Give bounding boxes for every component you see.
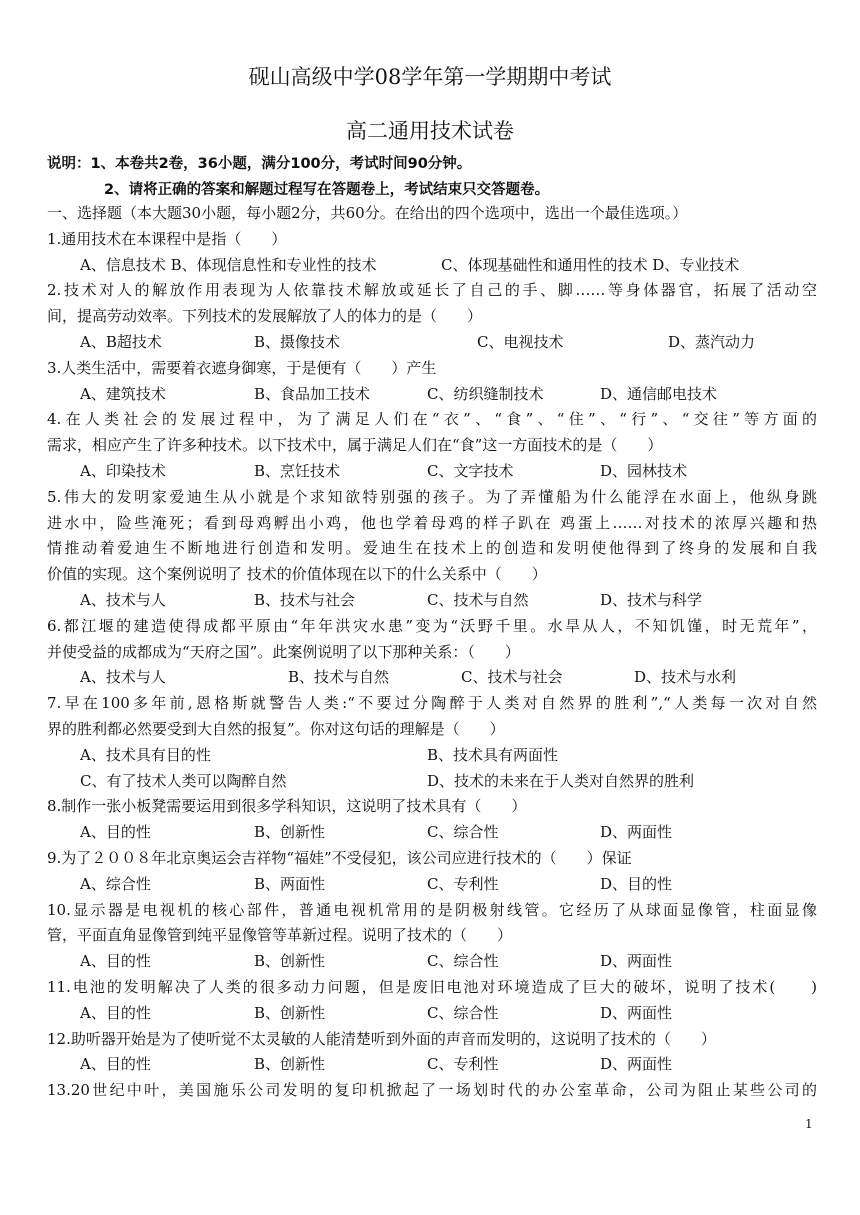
question-stem: 8.制作一张小板凳需要运用到很多学科知识，这说明了技术具有（ ） bbox=[47, 797, 527, 816]
option: A、目的性 bbox=[80, 1003, 151, 1022]
page-title: 砚山高级中学08学年第一学期期中考试 bbox=[248, 65, 612, 89]
option: C、专利性 bbox=[427, 1055, 499, 1074]
option: C、技术与社会 bbox=[461, 668, 563, 687]
question-stem: 管，平面直角显像管到纯平显像管等革新过程。说明了技术的（ ） bbox=[47, 926, 513, 945]
option: B、两面性 bbox=[254, 874, 326, 893]
option-row bbox=[47, 872, 817, 898]
option: C、综合性 bbox=[427, 823, 499, 842]
question-stem: 4.在人类社会的发展过程中，为了满足人们在“衣”、“食”、“住”、“行”、“交往”等方面的 bbox=[47, 410, 817, 429]
question-stem: 11.电池的发明解决了人类的很多动力问题，但是废旧电池对环境造成了巨大的破坏，说明了技术( ) bbox=[47, 977, 817, 996]
option: C、体现基础性和通用性的技术 D、专业技术 bbox=[441, 255, 740, 274]
option-row bbox=[47, 253, 817, 279]
option: C、有了技术人类可以陶醉自然 bbox=[80, 771, 287, 790]
option-row bbox=[47, 588, 817, 614]
option: B、创新性 bbox=[254, 1003, 326, 1022]
option: B、食品加工技术 bbox=[254, 384, 371, 403]
option: C、技术与自然 bbox=[427, 590, 529, 609]
page-number: 1 bbox=[805, 1117, 813, 1131]
instruction-2: 2、请将正确的答案和解题过程写在答题卷上，考试结束只交答题卷。 bbox=[104, 182, 550, 198]
question-stem: 10.显示器是电视机的核心部件，普通电视机常用的是阴极射线管。它经历了从球面显像管，柱面显像 bbox=[47, 900, 817, 919]
option: B、技术与自然 bbox=[288, 668, 390, 687]
option: B、创新性 bbox=[254, 952, 326, 971]
option: B、创新性 bbox=[254, 1055, 326, 1074]
option-row bbox=[47, 382, 817, 408]
option: A、技术具有目的性 bbox=[80, 745, 211, 764]
option: B、技术具有两面性 bbox=[427, 745, 559, 764]
option-row bbox=[47, 820, 817, 846]
option: D、两面性 bbox=[600, 1003, 673, 1022]
section-heading: 一、选择题（本大题30小题，每小题2分，共60分。在给出的四个选项中，选出一个最佳选项。） bbox=[47, 204, 688, 222]
option: D、两面性 bbox=[600, 823, 673, 842]
option: A、信息技术 B、体现信息性和专业性的技术 bbox=[80, 255, 377, 274]
option-row bbox=[47, 665, 817, 691]
question-stem: 13.20世纪中叶，美国施乐公司发明的复印机掀起了一场划时代的办公室革命，公司为阻止某些公司的 bbox=[47, 1081, 817, 1100]
question-stem: 1.通用技术在本课程中是指（ ） bbox=[47, 229, 287, 248]
option: D、园林技术 bbox=[600, 461, 688, 480]
option-row bbox=[47, 743, 817, 769]
option: A、B超技术 bbox=[80, 332, 162, 351]
question-stem: 3.人类生活中，需要着衣遮身御寒，于是便有（ ）产生 bbox=[47, 358, 437, 377]
option-row bbox=[47, 459, 817, 485]
question-body bbox=[47, 201, 817, 1104]
option: A、目的性 bbox=[80, 1055, 151, 1074]
page-subtitle: 高二通用技术试卷 bbox=[346, 119, 514, 143]
option-row bbox=[47, 1052, 817, 1078]
option: A、建筑技术 bbox=[80, 384, 166, 403]
option: C、文字技术 bbox=[427, 461, 514, 480]
option-row bbox=[47, 1001, 817, 1027]
option: A、目的性 bbox=[80, 823, 151, 842]
instruction-1: 说明：1、本卷共2卷，36小题，满分100分，考试时间90分钟。 bbox=[47, 156, 472, 172]
question-stem: 需求，相应产生了许多种技术。以下技术中，属于满足人们在“食”这一方面技术的是（ ） bbox=[47, 436, 663, 455]
question-stem: 界的胜利都必然要受到大自然的报复”。你对这句话的理解是（ ） bbox=[47, 719, 505, 738]
option: D、技术的未来在于人类对自然界的胜利 bbox=[427, 771, 695, 790]
option-row bbox=[47, 330, 817, 356]
option: A、目的性 bbox=[80, 952, 151, 971]
option: D、技术与水利 bbox=[634, 668, 737, 687]
option: A、技术与人 bbox=[80, 590, 166, 609]
option: D、两面性 bbox=[600, 952, 673, 971]
option: C、电视技术 bbox=[477, 332, 564, 351]
option: B、摄像技术 bbox=[254, 332, 341, 351]
option: C、专利性 bbox=[427, 874, 499, 893]
question-stem: 并使受益的成都成为“天府之国”。此案例说明了以下那种关系：（ ） bbox=[47, 642, 520, 661]
question-stem: 5.伟大的发明家爱迪生从小就是个求知欲特别强的孩子。为了弄懂船为什么能浮在水面上，他纵身跳 bbox=[47, 487, 817, 506]
option: D、目的性 bbox=[600, 874, 673, 893]
option: D、通信邮电技术 bbox=[600, 384, 718, 403]
question-stem: 价值的实现。这个案例说明了 技术的价值体现在以下的什么关系中（ ） bbox=[47, 565, 547, 584]
option: D、蒸汽动力 bbox=[668, 332, 756, 351]
option: A、技术与人 bbox=[80, 668, 166, 687]
option: B、技术与社会 bbox=[254, 590, 356, 609]
question-stem: 进水中，险些淹死；看到母鸡孵出小鸡，他也学着母鸡的样子趴在 鸡蛋上……对技术的浓厚兴趣和热 bbox=[47, 513, 817, 532]
question-stem: 6.都江堰的建造使得成都平原由“年年洪灾水患”变为“沃野千里。水旱从人，不知饥馑，时无荒年”， bbox=[47, 616, 817, 635]
option: C、综合性 bbox=[427, 1003, 499, 1022]
option: B、创新性 bbox=[254, 823, 326, 842]
question-stem: 情推动着爱迪生不断地进行创造和发明。爱迪生在技术上的创造和发明使他得到了终身的发展和自我 bbox=[47, 539, 817, 558]
option: A、印染技术 bbox=[80, 461, 166, 480]
option: A、综合性 bbox=[80, 874, 151, 893]
option: B、烹饪技术 bbox=[254, 461, 341, 480]
question-stem: 12.助听器开始是为了使听觉不太灵敏的人能清楚听到外面的声音而发明的，这说明了技术的（ ） bbox=[47, 1029, 716, 1048]
option-row bbox=[47, 769, 817, 795]
question-stem: 7.早在100多年前,恩格斯就警告人类:“不要过分陶醉于人类对自然界的胜利”,“人类每一次对自然 bbox=[47, 694, 817, 713]
question-stem: 间，提高劳动效率。下列技术的发展解放了人的体力的是（ ） bbox=[47, 307, 483, 326]
option: D、两面性 bbox=[600, 1055, 673, 1074]
option-row bbox=[47, 949, 817, 975]
option: C、综合性 bbox=[427, 952, 499, 971]
option: C、纺织缝制技术 bbox=[427, 384, 544, 403]
option: D、技术与科学 bbox=[600, 590, 703, 609]
question-stem: 9.为了２００８年北京奥运会吉祥物“福娃”不受侵犯，该公司应进行技术的（ ）保证 bbox=[47, 848, 632, 867]
question-stem: 2.技术对人的解放作用表现为人依靠技术解放或延长了自己的手、脚……等身体器官，拓展了活动空 bbox=[47, 281, 817, 300]
